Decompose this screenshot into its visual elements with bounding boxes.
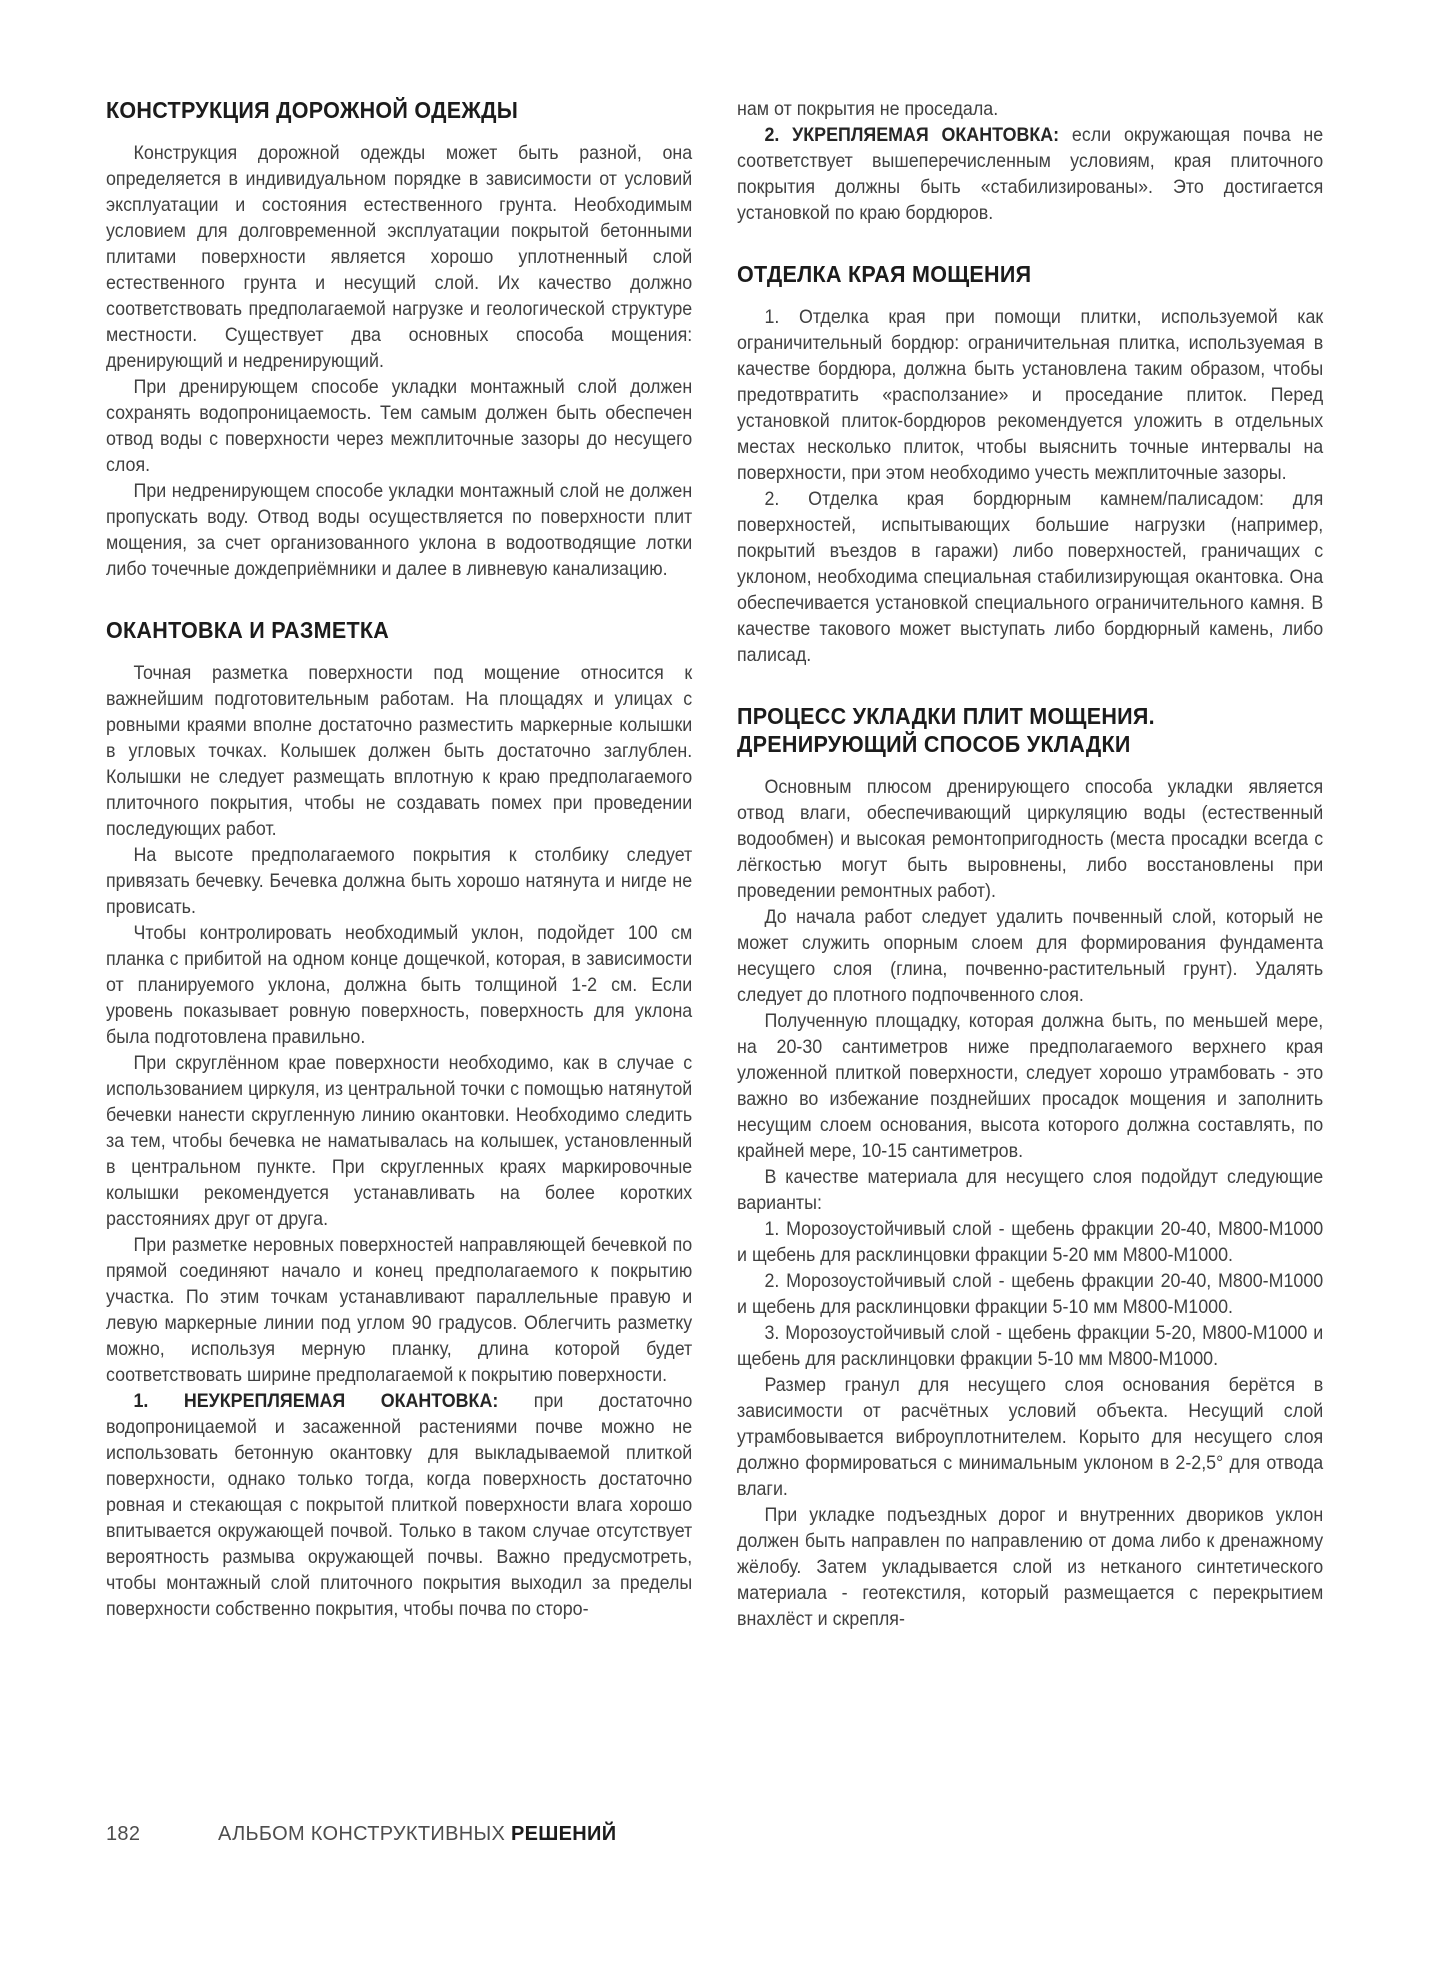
paragraph: Полученную площадку, которая должна быть, по меньшей мере, на 20-30 сантиметров ниже предполагаемого верхнего края уложенной плиткой поверхности, следует хорошо утрамбовать - это важно во избежание позднейших просадок мощения и заполнить несущим слоем основания, высота которого должна составлять, по крайней мере, 10-15 сантиметров.	[737, 1010, 1324, 1162]
paragraph-continuation: нам от покрытия не проседала.	[737, 98, 999, 120]
list-item-material-1: 1. Морозоустойчивый слой - щебень фракции 20-40, М800-М1000 и щебень для расклинцовки фракции 5-20 мм М800-М1000.	[737, 1218, 1324, 1266]
paragraph: При скруглённом крае поверхности необходимо, как в случае с использованием циркуля, из центральной точки с помощью натянутой бечевки нанести скругленную линию окантовки. Необходимо следить за тем, чтобы бечевка не наматывалась на колышек, установленный в центральном пункте. При скругленных краях маркировочные колышки рекомендуется устанавливать на более коротких расстояниях друг от друга.	[106, 1052, 693, 1230]
paragraph: 1. Отделка края при помощи плитки, используемой как ограничительный бордюр: ограничительная плитка, используемая в качестве бордюра, должна быть установлена таким образом, чтобы предотвратить «расползание» и проседание плиток. Перед установкой плиток-бордюров рекомендуется уложить в отдельных местах несколько плиток, чтобы выяснить точные интервалы на поверхности, при этом необходимо учесть межплиточные зазоры.	[737, 306, 1324, 484]
paragraph: Точная разметка поверхности под мощение относится к важнейшим подготовительным работам. На площадях и улицах с ровными краями вполне достаточно разместить маркерные колышки в угловых точках. Колышек должен быть достаточно заглублен. Колышки не следует размещать вплотную к краю предполагаемого плиточного покрытия, чтобы не создавать помех при проведении последующих работ.	[106, 662, 693, 840]
right-column	[737, 96, 1323, 1632]
page-number: 182	[106, 1823, 141, 1845]
section-heading-laying-process	[737, 702, 1323, 758]
paragraph-reinforced-edging	[737, 122, 1323, 226]
list-item-material-3: 3. Морозоустойчивый слой - щебень фракции 5-20, М800-М1000 и щебень для расклинцовки фракции 5-10 мм М800-М1000.	[737, 1322, 1324, 1370]
paragraph: Конструкция дорожной одежды может быть разной, она определяется в индивидуальном порядке в зависимости от условий эксплуатации и состояния естественного грунта. Необходимым условием для долговременной эксплуатации покрытой бетонными плитами поверхности является хорошо уплотненный слой естественного грунта и несущий слой. Их качество должно соответствовать предполагаемой нагрузке и геологической структуре местности. Существует два основных способа мощения: дренирующий и недренирующий.	[106, 142, 693, 372]
paragraph-lead-bold: 1. НЕУКРЕПЛЯЕМАЯ ОКАНТОВКА:	[133, 1390, 499, 1412]
paragraph: В качестве материала для несущего слоя подойдут следующие варианты:	[737, 1166, 1324, 1214]
section-heading-edge-finish: ОТДЕЛКА КРАЯ МОЩЕНИЯ	[737, 261, 1032, 287]
footer-album-label-regular: АЛЬБОМ КОНСТРУКТИВНЫХ	[218, 1823, 506, 1845]
paragraph: При укладке подъездных дорог и внутренних двориков уклон должен быть направлен по направлению от дома либо к дренажному жёлобу. Затем укладывается слой из нетканого синтетического материала - геотекстиля, который размещается с перекрытием внахлёст и скрепля-	[737, 1504, 1324, 1630]
paragraph-unreinforced-edging	[106, 1388, 692, 1622]
paragraph: При дренирующем способе укладки монтажный слой должен сохранять водопроницаемость. Тем самым должен быть обеспечен отвод воды с поверхности через межплиточные зазоры до несущего слоя.	[106, 376, 693, 476]
paragraph: Чтобы контролировать необходимый уклон, подойдет 100 см планка с прибитой на одном конце дощечкой, которая, в зависимости от планируемого уклона, должна быть толщиной 1-2 см. Если уровень показывает ровную поверхность, поверхность для уклона была подготовлена правильно.	[106, 922, 693, 1048]
paragraph: Основным плюсом дренирующего способа укладки является отвод влаги, обеспечивающий циркуляцию воды (естественный водообмен) и высокая ремонтопригодность (места просадки всегда с лёгкостью могут быть выровнены, либо восстановлены при проведении ремонтных работ).	[737, 776, 1324, 902]
paragraph: Размер гранул для несущего слоя основания берётся в зависимости от расчётных условий объекта. Несущий слой утрамбовывается виброуплотнителем. Корыто для несущего слоя должно формироваться с минимальным уклоном в 2-2,5° для отвода влаги.	[737, 1374, 1324, 1500]
paragraph: При разметке неровных поверхностей направляющей бечевкой по прямой соединяют начало и конец предполагаемого к покрытию участка. По этим точкам устанавливают параллельные правую и левую маркерные линии под углом 90 градусов. Облегчить разметку можно, используя мерную планку, длина которой будет соответствовать ширине предполагаемой к покрытию поверхности.	[106, 1234, 693, 1386]
page-footer	[106, 1822, 616, 1846]
paragraph-text: если окружающая почва не соответствует вышеперечисленным условиям, края плиточного покрытия должны быть «стабилизированы». Это достигается установкой по краю бордюров.	[737, 124, 1324, 224]
paragraph: При недренирующем способе укладки монтажный слой не должен пропускать воду. Отвод воды осуществляется по поверхности плит мощения, за счет организованного уклона в водоотводящие лотки либо точечные дождеприёмники и далее в ливневую канализацию.	[106, 480, 693, 580]
footer-album-label-bold: РЕШЕНИЙ	[510, 1823, 617, 1845]
paragraph: До начала работ следует удалить почвенный слой, который не может служить опорным слоем для формирования фундамента несущего слоя (глина, почвенно-растительный грунт). Удалять следует до плотного подпочвенного слоя.	[737, 906, 1324, 1006]
heading-line-2: ДРЕНИРУЮЩИЙ СПОСОБ УКЛАДКИ	[737, 731, 1131, 757]
paragraph: 2. Отделка края бордюрным камнем/палисадом: для поверхностей, испытывающих большие нагрузки (например, покрытий въездов в гаражи) либо поверхностей, граничащих с уклоном, необходима специальная стабилизирующая окантовка. Она обеспечивается установкой специального ограничительного камня. В качестве такового может выступать либо бордюрный камень, либо палисад.	[737, 488, 1324, 666]
left-column	[106, 96, 692, 1622]
heading-line-1: ПРОЦЕСС УКЛАДКИ ПЛИТ МОЩЕНИЯ.	[737, 703, 1155, 729]
section-heading-edging-marking: ОКАНТОВКА И РАЗМЕТКА	[106, 617, 390, 643]
paragraph-text: при достаточно водопроницаемой и засаженной растениями почве можно не использовать бетонную окантовку для выкладываемой плиткой поверхности, однако только тогда, когда поверхность достаточно ровная и стекающая с покрытой плиткой поверхности влага хорошо впитывается окружающей почвой. Только в таком случае отсутствует вероятность размыва окружающей почвы. Важно предусмотреть, чтобы монтажный слой плиточного покрытия выходил за пределы поверхности собственно покрытия, чтобы почва по сторо-	[106, 1390, 693, 1620]
list-item-material-2: 2. Морозоустойчивый слой - щебень фракции 20-40, М800-М1000 и щебень для расклинцовки фракции 5-10 мм М800-М1000.	[737, 1270, 1324, 1318]
paragraph-lead-bold: 2. УКРЕПЛЯЕМАЯ ОКАНТОВКА:	[764, 124, 1060, 146]
section-heading-road-structure: КОНСТРУКЦИЯ ДОРОЖНОЙ ОДЕЖДЫ	[106, 97, 519, 123]
footer-album-label	[218, 1823, 616, 1845]
paragraph: На высоте предполагаемого покрытия к столбику следует привязать бечевку. Бечевка должна быть хорошо натянута и нигде не провисать.	[106, 844, 693, 918]
